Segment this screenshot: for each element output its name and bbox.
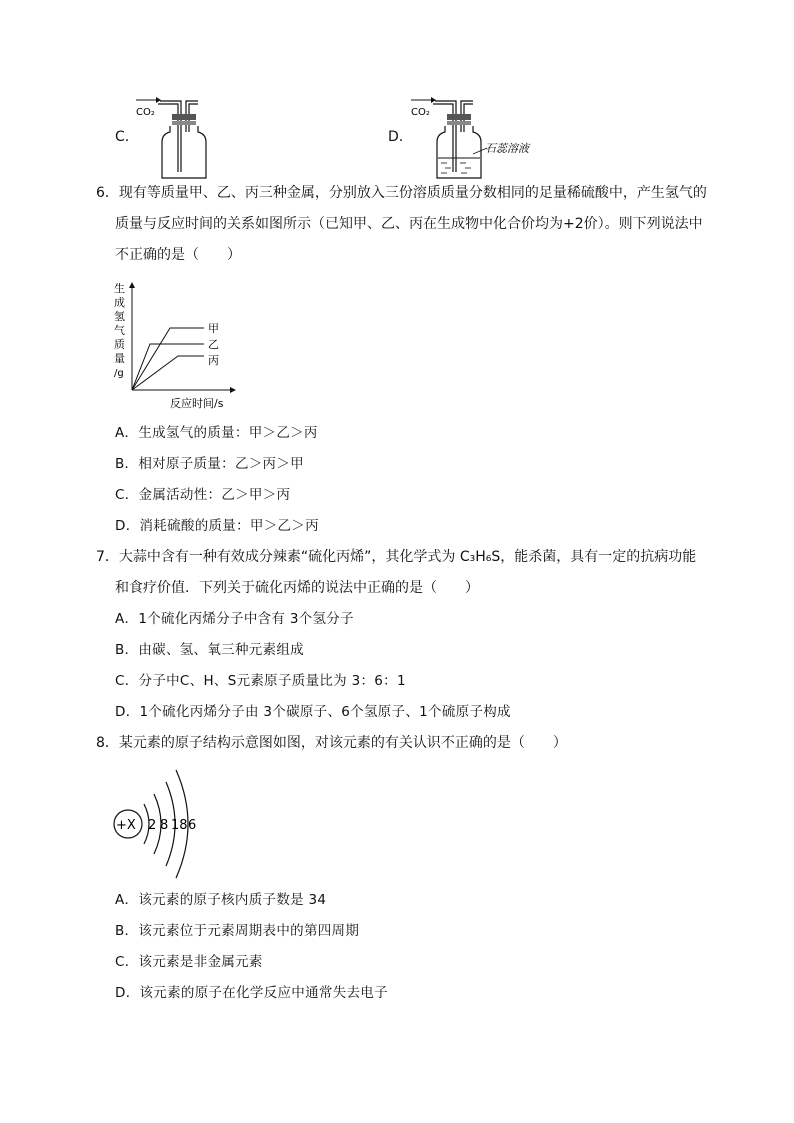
- nucleus-label: +X: [116, 818, 136, 833]
- q6-number: 6: [96, 185, 105, 201]
- hydrogen-mass-graph: [112, 280, 242, 412]
- xlabel: 反应时间/s: [170, 397, 224, 410]
- q6-option-c: C．金属活动性：乙＞甲＞丙: [115, 487, 291, 503]
- q6-option-d: D．消耗硫酸的质量：甲＞乙＞丙: [115, 518, 319, 534]
- ylabel-char: 气: [114, 324, 125, 337]
- co2-label-c: CO₂: [136, 107, 155, 118]
- q7-option-a: A．1个硫化丙烯分子中含有 3个氢分子: [115, 611, 354, 627]
- q8-option-d: D．该元素的原子在化学反应中通常失去电子: [115, 985, 388, 1001]
- gas-bottle-d-diagram: [405, 92, 545, 180]
- litmus-solution-label: 石蕊溶液: [485, 142, 529, 155]
- shell-electrons-1: 2: [148, 818, 157, 833]
- q8-option-a: A．该元素的原子核内质子数是 34: [115, 892, 327, 908]
- q7-line1: 7．大蒜中含有一种有效成分辣素“硫化丙烯”，其化学式为 C₃H₆S，能杀菌，具有一定的抗病功能: [96, 549, 697, 565]
- shell-electrons-3: 18: [171, 818, 188, 833]
- series-label-bing: 丙: [208, 354, 219, 367]
- ylabel-char: 质: [114, 338, 125, 351]
- q8-number: 8: [96, 735, 105, 751]
- ylabel-char: 成: [114, 296, 125, 309]
- series-label-jia: 甲: [208, 322, 219, 335]
- atom-structure-diagram: [108, 766, 218, 884]
- q6-line3: 不正确的是（ ）: [115, 247, 241, 263]
- ylabel-char: 氢: [114, 310, 125, 323]
- q6-line2: 质量与反应时间的关系如图所示（已知甲、乙、丙在生成物中化合价均为+2价）。则下列说法中: [115, 216, 703, 232]
- series-label-yi: 乙: [208, 338, 219, 351]
- q6-option-a: A．生成氢气的质量：甲＞乙＞丙: [115, 425, 318, 441]
- q6-line1: 6．现有等质量甲、乙、丙三种金属，分别放入三份溶质质量分数相同的足量稀硫酸中，产生氢气的: [96, 185, 707, 201]
- q8-line1: 8．某元素的原子结构示意图如图，对该元素的有关认识不正确的是（ ）: [96, 735, 567, 751]
- q7-option-b: B．由碳、氢、氧三种元素组成: [115, 642, 304, 658]
- q6-option-b: B．相对原子质量：乙＞丙＞甲: [115, 456, 304, 472]
- ylabel-char: 量: [114, 352, 125, 365]
- shell-electrons-4: 6: [188, 818, 197, 833]
- ylabel-char: 生: [114, 282, 125, 295]
- option-c-label: C.: [115, 129, 130, 145]
- q8-option-b: B．该元素位于元素周期表中的第四周期: [115, 923, 360, 939]
- q8-option-c: C．该元素是非金属元素: [115, 954, 263, 970]
- shell-electrons-2: 8: [160, 818, 169, 833]
- q7-option-c: C．分子中C、H、S元素原子质量比为 3：6：1: [115, 673, 406, 689]
- co2-label-d: CO₂: [411, 107, 430, 118]
- ylabel-char: /g: [114, 368, 124, 379]
- gas-bottle-c-diagram: [128, 92, 218, 180]
- option-d-label: D.: [388, 129, 404, 145]
- q7-line2: 和食疗价值．下列关于硫化丙烯的说法中正确的是（ ）: [115, 580, 479, 596]
- q7-number: 7: [96, 549, 105, 565]
- q7-option-d: D．1个硫化丙烯分子由 3个碳原子、6个氢原子、1个硫原子构成: [115, 704, 511, 720]
